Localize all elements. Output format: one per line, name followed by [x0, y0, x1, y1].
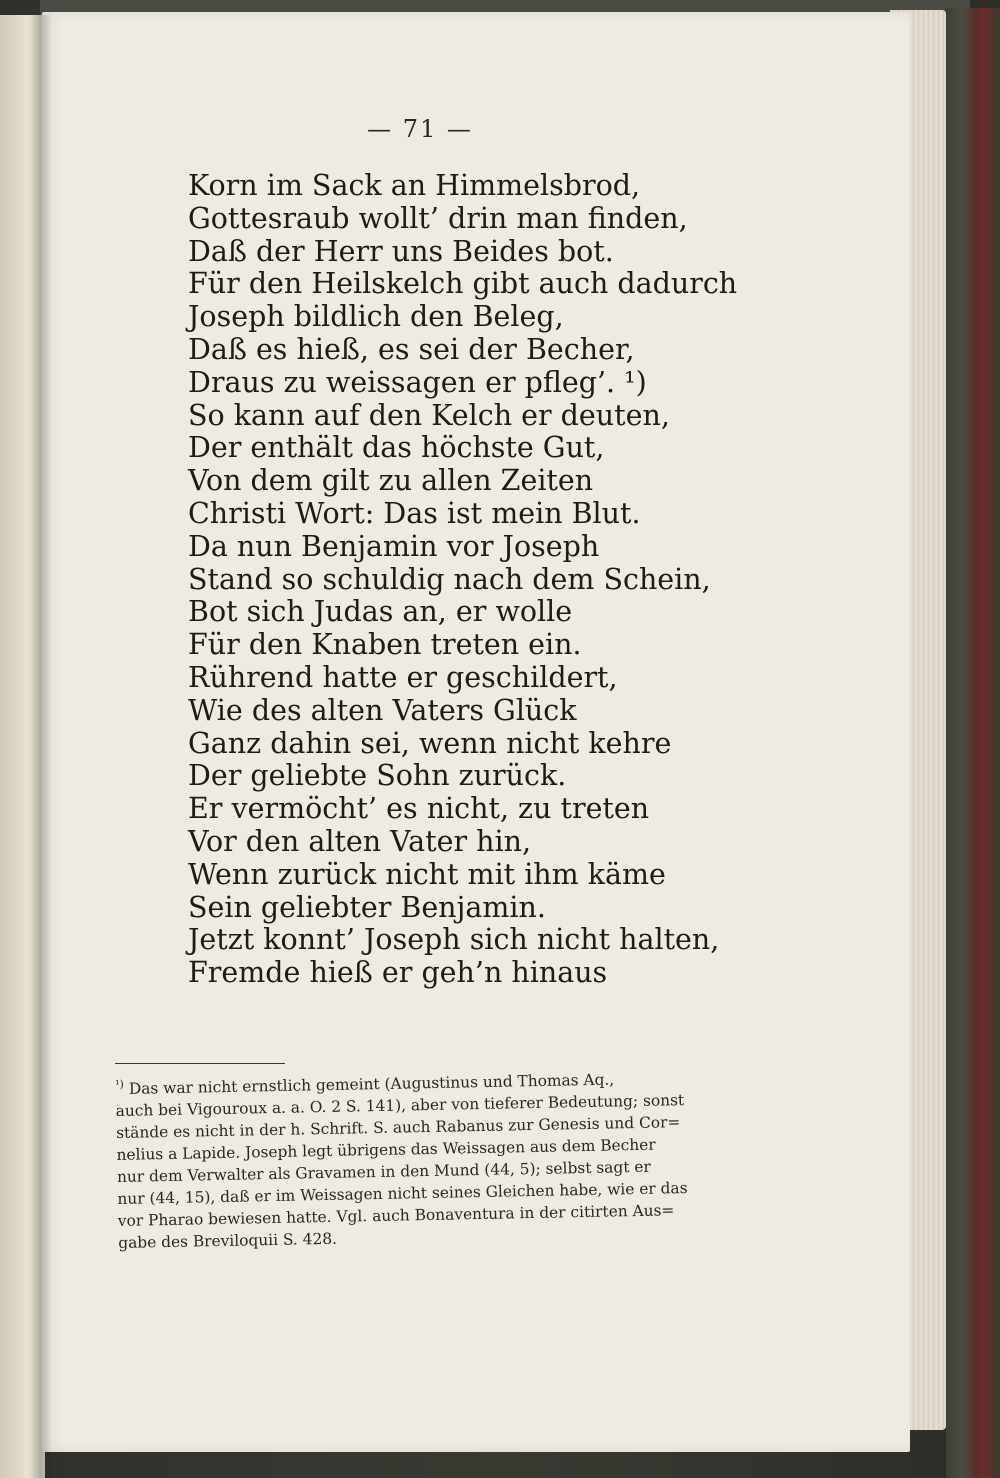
verse-line: Daß der Herr uns Beides bot.: [188, 234, 614, 268]
verse-line: Jetzt konnt’ Joseph sich nicht halten,: [188, 923, 720, 957]
footnote-marker: ¹): [115, 1077, 125, 1091]
verse-line: Korn im Sack an Himmelsbrod,: [188, 169, 641, 202]
verse-line: Ganz dahin sei, wenn nicht kehre: [188, 726, 672, 760]
verse-line: Für den Heilskelch gibt auch dadurch: [188, 267, 738, 301]
footnote-line: nur (44, 15), daß er im Weissagen nicht seines Gleichen habe, wie er das: [117, 1179, 688, 1209]
footnote-line: nur dem Verwalter als Gravamen in den Mund (44, 5); selbst sagt er: [116, 1157, 651, 1187]
footnote: [115, 1061, 778, 1254]
verse-line: Fremde hieß er geh’n hinaus: [188, 956, 608, 990]
verse-line: Joseph bildlich den Beleg,: [188, 300, 564, 334]
footnote-line: gabe des Breviloquii S. 428.: [118, 1229, 338, 1253]
verse-line: Für den Knaben treten ein.: [188, 628, 582, 662]
verse-line: Vor den alten Vater hin,: [188, 824, 532, 858]
spine-shadow: [30, 15, 52, 1478]
verse-line: Der geliebte Sohn zurück.: [188, 759, 567, 793]
footnote-line: vor Pharao bewiesen hatte. Vgl. auch Bonaventura in der citirten Aus=: [117, 1201, 675, 1231]
verse-line: Er vermöcht’ es nicht, zu treten: [188, 792, 650, 826]
footnote-line: stände es nicht in der h. Schrift. S. auch Rabanus zur Genesis und Cor=: [115, 1113, 681, 1143]
verse-line: Von dem gilt zu allen Zeiten: [188, 464, 594, 498]
verse-line: Christi Wort: Das ist mein Blut.: [188, 496, 641, 530]
verse-line: So kann auf den Kelch er deuten,: [188, 398, 670, 432]
footnote-rule: [115, 1063, 285, 1064]
verse-line: Rührend hatte er geschildert,: [188, 660, 618, 694]
verse-line: Daß es hieß, es sei der Becher,: [188, 332, 635, 366]
verse-line: Draus zu weissagen er pfleg’. ¹): [188, 365, 647, 399]
verse-line: Wenn zurück nicht mit ihm käme: [188, 857, 666, 891]
footnote-line: auch bei Vigouroux a. a. O. 2 S. 141), aber von tieferer Bedeutung; sonst: [115, 1091, 685, 1121]
verse-line: Sein geliebter Benjamin.: [188, 890, 546, 924]
verse-block: [188, 170, 737, 990]
page-number: — 71 —: [367, 115, 473, 143]
verse-line: Da nun Benjamin vor Joseph: [188, 529, 600, 563]
footnote-text: Das war nicht ernstlich gemeint (Augustinus und Thomas Aq.,: [128, 1070, 615, 1098]
verse-line: Gottesraub wollt’ drin man finden,: [188, 201, 688, 235]
verse-line: Wie des alten Vaters Glück: [188, 693, 577, 727]
verse-line: Stand so schuldig nach dem Schein,: [188, 562, 711, 596]
verse-line: Der enthält das höchste Gut,: [188, 431, 605, 465]
footnote-line: nelius a Lapide. Joseph legt übrigens das Weissagen aus dem Becher: [116, 1135, 656, 1165]
verse-line: Bot sich Judas an, er wolle: [188, 595, 573, 629]
book-cover-right: [946, 8, 1000, 1478]
